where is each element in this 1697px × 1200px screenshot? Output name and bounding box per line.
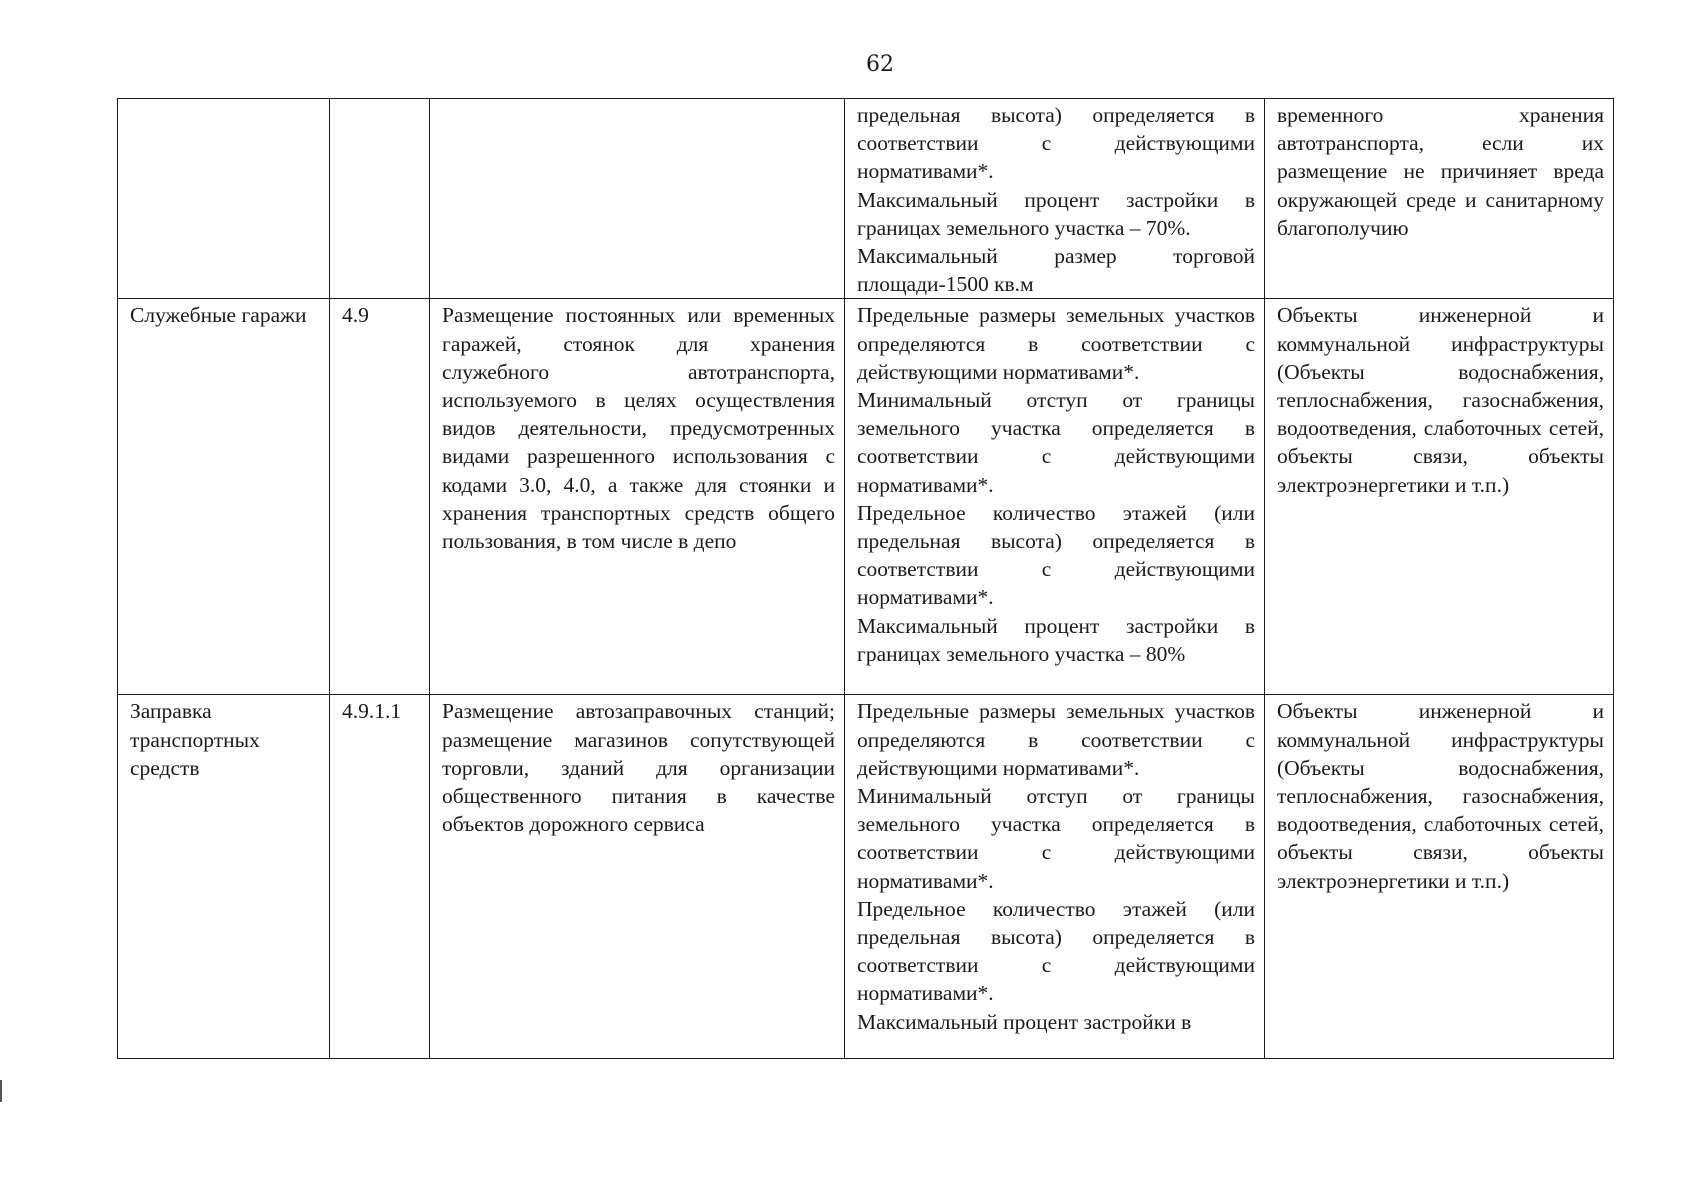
parameter-text: Предельное количество этажей (или предельная высота) определяется в соответствии с действующими нормативами*. <box>857 500 1255 610</box>
use-description-cell: Размещение автозаправочных станций; размещение магазинов сопутствующей торговли, зданий для организации общественного питания в качестве объектов дорожного сервиса <box>430 695 845 1059</box>
table-row <box>118 695 1614 1059</box>
parameters-cell <box>845 695 1265 1059</box>
use-name-cell: Служебные гаражи <box>118 299 330 695</box>
parameter-text: Предельные размеры земельных участков определяются в соответствии с действующими нормативами*. <box>857 699 1255 780</box>
use-code-cell <box>330 99 430 299</box>
parameter-text: Максимальный процент застройки в границах земельного участка – 70%. <box>857 187 1255 240</box>
use-name-cell <box>118 99 330 299</box>
table-row <box>118 299 1614 695</box>
scan-edge-mark <box>0 1080 10 1102</box>
page-number: 62 <box>866 52 894 77</box>
use-code-cell: 4.9 <box>330 299 430 695</box>
auxiliary-text: временного хранения автотранспорта, если их размещение не причиняет вреда окружающей среде и санитарному благополучию <box>1277 103 1604 240</box>
auxiliary-text: Объекты инженерной и коммунальной инфраструктуры (Объекты водоснабжения, теплоснабжения, газоснабжения, водоотведения, слаботочных сетей, объекты связи, объекты электроэнергетики и т.п.) <box>1277 699 1604 893</box>
parameter-text: Предельное количество этажей (или предельная высота) определяется в соответствии с действующими нормативами*. <box>857 896 1255 1006</box>
use-code-cell: 4.9.1.1 <box>330 695 430 1059</box>
use-description-cell <box>430 99 845 299</box>
parameter-text: Максимальный процент застройки в границах земельного участка – 80% <box>857 613 1255 666</box>
parameter-text: предельная высота) определяется в соответствии с действующими нормативами*. <box>857 103 1255 184</box>
use-name-cell: Заправка транспортных средств <box>118 695 330 1059</box>
table-row <box>118 99 1614 299</box>
auxiliary-uses-cell <box>1265 299 1614 695</box>
use-description-cell: Размещение постоянных или временных гаражей, стоянок для хранения служебного автотранспорта, используемого в целях осуществления видов деятельности, предусмотренных видами разрешенного использования с кодами 3.0, 4.0, а также для стоянки и хранения транспортных средств общего пользования, в том числе в депо <box>430 299 845 695</box>
auxiliary-text: Объекты инженерной и коммунальной инфраструктуры (Объекты водоснабжения, теплоснабжения, газоснабжения, водоотведения, слаботочных сетей, объекты связи, объекты электроэнергетики и т.п.) <box>1277 303 1604 497</box>
parameter-text: Минимальный отступ от границы земельного участка определяется в соответствии с действующими нормативами*. <box>857 784 1255 893</box>
parameters-cell <box>845 99 1265 299</box>
parameter-text: Предельные размеры земельных участков определяются в соответствии с действующими нормативами*. <box>857 303 1255 384</box>
parameter-text: Максимальный размер торговой площади-1500 кв.м <box>857 244 1255 297</box>
auxiliary-uses-cell <box>1265 99 1614 299</box>
parameter-text: Максимальный процент застройки в <box>857 1009 1192 1034</box>
parameter-text: Минимальный отступ от границы земельного участка определяется в соответствии с действующими нормативами*. <box>857 388 1255 497</box>
auxiliary-uses-cell <box>1265 695 1614 1059</box>
land-use-table <box>117 98 1614 1059</box>
parameters-cell <box>845 299 1265 695</box>
